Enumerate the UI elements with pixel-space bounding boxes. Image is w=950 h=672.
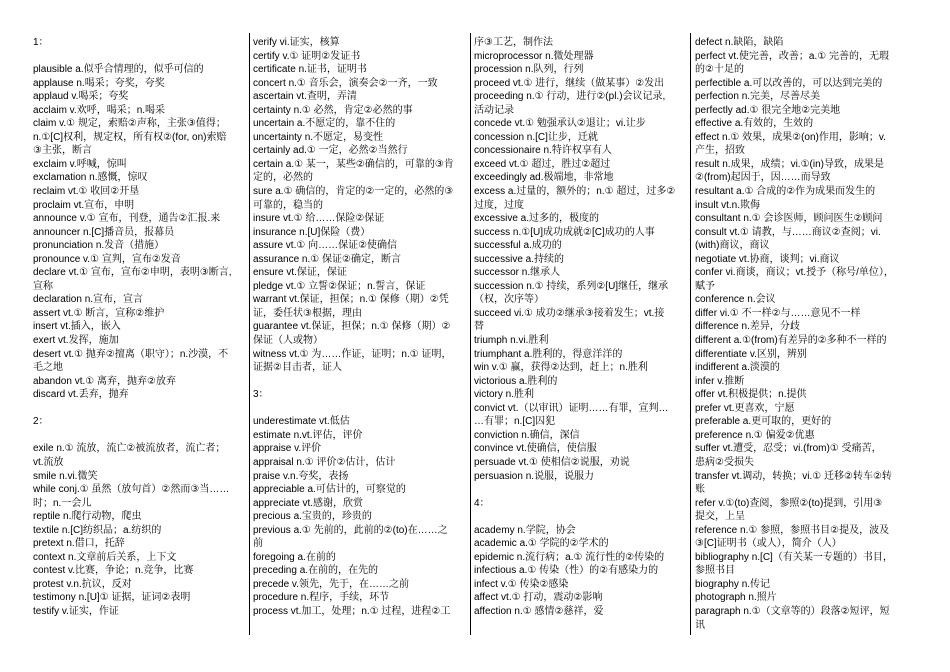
vocabulary-entry-line: announcer n.[C]播音员，报幕员	[33, 226, 175, 238]
vocabulary-entry-line: 账	[695, 484, 705, 496]
vocabulary-entry-line: 赋予	[695, 280, 715, 292]
vocabulary-entry-line: proclaim vt.宣布，申明	[33, 199, 135, 211]
vocabulary-entry-line: reclaim vt.① 收回②开垦	[33, 186, 140, 198]
vocabulary-entry-line: preferable a.更可取的，更好的	[695, 416, 832, 428]
vocabulary-entry-line: perfectly ad.① 很完全地②完美地	[695, 104, 841, 116]
vocabulary-entry-line: certificate n.证书，证明书	[253, 64, 367, 76]
vocabulary-entry-line: desert vt.① 抛弃②擅离（职守）；n.沙漠，不	[33, 348, 229, 360]
vocabulary-entry-line: academy n.学院，协会	[474, 524, 576, 536]
vocabulary-entry-line: 时；n.一会儿	[33, 497, 92, 509]
vocabulary-column-1	[33, 36, 247, 619]
vocabulary-entry-line: successful a.成功的	[474, 240, 562, 252]
vocabulary-entry-line: excess a.过量的，额外的；n.① 超过，过多②	[474, 186, 676, 198]
vocabulary-entry-line: estimate n.vt.评估，评价	[253, 429, 363, 441]
vocabulary-entry-line: insert vt.插入，嵌入	[33, 321, 121, 333]
vocabulary-entry-line: foregoing a.在前的	[253, 551, 336, 563]
vocabulary-entry-line: …有罪；n.[C]囚犯	[474, 416, 556, 428]
section-heading: 2：	[33, 416, 49, 428]
vocabulary-entry-line: conference n.会议	[695, 294, 776, 306]
vocabulary-entry-line: persuade vt.① 使相信②说服，劝说	[474, 456, 630, 468]
vocabulary-entry-line: process vt.加工，处理；n.① 过程，进程②工	[253, 605, 451, 617]
vocabulary-entry-line: different a.①(from)有差异的②多种不一样的	[695, 335, 887, 347]
vocabulary-entry-line: insure vt.① 给……保险②保证	[253, 213, 385, 225]
vocabulary-entry-line: discard vt.丢弃，抛弃	[33, 389, 129, 401]
vocabulary-entry-line: exert vt.发挥，施加	[33, 335, 119, 347]
vocabulary-entry-line: pledge vt.① 立誓②保证；n.誓言，保证	[253, 280, 426, 292]
vocabulary-entry-line: exceed vt.① 超过，胜过②超过	[474, 158, 611, 170]
vocabulary-entry-line: proceed vt.① 进行，继续（做某事）②发出	[474, 77, 665, 89]
vocabulary-entry-line: procedure n.程序，手续，环节	[253, 592, 390, 604]
vocabulary-entry-line: consultant n.① 会诊医师，顾问医生②顾问	[695, 213, 883, 225]
vocabulary-entry-line: differentiate v.区别，辨别	[695, 348, 807, 360]
vocabulary-entry-line: 证据②目击者，证人	[253, 362, 342, 374]
vocabulary-entry-line: testify v.证实，作证	[33, 605, 119, 617]
vocabulary-entry-line: insult vt.n.欺侮	[695, 199, 761, 211]
vocabulary-entry-line: academic a.① 学院的②学术的	[474, 538, 609, 550]
vocabulary-entry-line: vt.流放	[33, 456, 64, 468]
column-divider-2	[470, 33, 471, 635]
column-divider-3	[690, 33, 691, 635]
vocabulary-entry-line: defect n.缺陷，缺陷	[695, 37, 784, 48]
vocabulary-entry-line: context n.文章前后关系，上下文	[33, 551, 177, 563]
vocabulary-entry-line: applause n.喝采；夸奖，夸奖	[33, 77, 165, 89]
vocabulary-entry-line: epidemic n.流行病；a.① 流行性的②传染的	[474, 551, 665, 563]
vocabulary-entry-line: convince vt.使确信，使信服	[474, 443, 597, 455]
vocabulary-entry-line: triumph n.vi.胜利	[474, 335, 549, 347]
vocabulary-entry-line: n.①[C]权利，规定权，所有权②(for, on)索赔	[33, 131, 227, 143]
vocabulary-entry-line: persuasion n.说服，说服力	[474, 470, 595, 482]
vocabulary-entry-line: insurance n.[U]保险（费）	[253, 226, 371, 238]
vocabulary-entry-line: 序③工艺，制作法	[474, 37, 553, 48]
blank-line	[474, 483, 688, 497]
vocabulary-entry-line: microprocessor n.微处理器	[474, 50, 594, 62]
vocabulary-entry-line: preceding a.在前的，在先的	[253, 565, 379, 577]
vocabulary-entry-line: affection n.① 感情②慈祥，爱	[474, 605, 604, 617]
vocabulary-entry-line: 患病②受损失	[695, 456, 754, 468]
vocabulary-entry-line: certify v.① 证明②发证书	[253, 50, 361, 62]
vocabulary-entry-line: abandon vt.① 离弃，抛弃②放弃	[33, 375, 176, 387]
vocabulary-entry-line: uncertain a.不愿定的，靠不住的	[253, 118, 396, 130]
vocabulary-entry-line: confer vi.商谈，商议；vt.授予（称号/单位），	[695, 267, 894, 279]
vocabulary-entry-line: infectious a.① 传染（性）的②有感染力的	[474, 565, 659, 577]
vocabulary-entry-line: uncertainty n.不愿定，易变性	[253, 131, 384, 143]
vocabulary-entry-line: bibliography n.[C]（有关某一专题的）书目，	[695, 551, 893, 563]
vocabulary-entry-line: （权，次序等）	[474, 294, 544, 306]
vocabulary-entry-line: plausible a.似乎合情理的，似乎可信的	[33, 64, 204, 76]
vocabulary-entry-line: victorious a.胜利的	[474, 375, 558, 387]
vocabulary-entry-line: 替	[474, 321, 484, 333]
vocabulary-entry-line: success n.①[U]成功成就②[C]成功的人事	[474, 226, 655, 238]
vocabulary-entry-line: precious a.宝贵的，珍贵的	[253, 511, 372, 523]
vocabulary-entry-line: praise v.n.夸奖，表扬	[253, 470, 349, 482]
vocabulary-entry-line: prefer vt.更喜欢，宁愿	[695, 402, 795, 414]
vocabulary-entry-line: concede vt.① 勉强承认②退让；vi.让步	[474, 118, 646, 130]
vocabulary-entry-line: testimony n.[U]① 证据，证词②表明	[33, 592, 191, 604]
vocabulary-entry-line: difference n.差异，分歧	[695, 321, 800, 333]
vocabulary-entry-line: 前	[253, 538, 263, 550]
vocabulary-entry-line: photograph n.照片	[695, 592, 777, 604]
blank-line	[33, 402, 247, 416]
vocabulary-entry-line: assert vt.① 断言，宣称②维护	[33, 307, 165, 319]
vocabulary-entry-line: exceedingly ad.极端地，非常地	[474, 172, 614, 184]
vocabulary-entry-line: verify vi.证实，核算	[253, 37, 340, 48]
vocabulary-entry-line: claim v.① 规定，索赔②声称，主张③值得；	[33, 118, 226, 130]
vocabulary-entry-line: 产生，招致	[695, 145, 745, 157]
vocabulary-entry-line: precede v.领先，先于，在……之前	[253, 578, 409, 590]
vocabulary-column-2	[253, 36, 467, 619]
vocabulary-entry-line: declaration n.宣布，宣言	[33, 294, 144, 306]
vocabulary-entry-line: differ vi.① 不一样②与……意见不一样	[695, 307, 861, 319]
vocabulary-entry-line: while conj.① 虽然（放句首）②然而③当……	[33, 484, 230, 496]
vocabulary-entry-line: appraisal n.① 评价②估计，估计	[253, 456, 396, 468]
vocabulary-entry-line: effective a.有效的，生效的	[695, 118, 814, 130]
vocabulary-entry-line: infect v.① 传染②感染	[474, 578, 569, 590]
vocabulary-entry-line: appraise v.评价	[253, 443, 322, 455]
vocabulary-entry-line: ascertain vt.查明，弄清	[253, 91, 357, 103]
vocabulary-entry-line: ③[C]证明书（或人），简介（人）	[695, 538, 842, 550]
vocabulary-entry-line: smile n.vi.微笑	[33, 470, 98, 482]
vocabulary-entry-line: concession n.[C]让步，迁就	[474, 131, 598, 143]
vocabulary-column-3	[474, 36, 688, 619]
vocabulary-entry-line: pronunciation n.发音（措施）	[33, 240, 165, 252]
vocabulary-entry-line: transfer vt.调动，转换；vi.① 迁移②转车②转	[695, 470, 892, 482]
vocabulary-entry-line: 可靠的，稳当的	[253, 199, 323, 211]
vocabulary-entry-line: (with)商议，商议	[695, 240, 770, 252]
vocabulary-entry-line: 提交，上呈	[695, 511, 745, 523]
vocabulary-entry-line: assure vt.① 向……保证②使确信	[253, 240, 398, 252]
vocabulary-entry-line: witness vt.① 为……作证，证明；n.① 证明，	[253, 348, 452, 360]
vocabulary-entry-line: 的②十足的	[695, 64, 744, 76]
vocabulary-entry-line: offer vt.积极提供；n.提供	[695, 389, 807, 401]
vocabulary-entry-line: succeed vi.① 成功②继承③接着发生；vt.接	[474, 307, 665, 319]
vocabulary-entry-line: perfect vt.使完善，改善；a.① 完善的，无瑕	[695, 50, 889, 62]
vocabulary-entry-line: excessive a.过多的，极度的	[474, 213, 600, 225]
section-heading: 1：	[33, 37, 49, 48]
vocabulary-entry-line: proceeding n.① 行动，进行②(pl.)会议记录,	[474, 91, 666, 103]
vocabulary-entry-line: procession n.队列，行列	[474, 64, 584, 76]
vocabulary-entry-line: successive a.持续的	[474, 253, 565, 265]
vocabulary-entry-line: perfection n.完美，尽善尽美	[695, 91, 821, 103]
vocabulary-entry-line: consult vt.① 请教，与……商议②查阅；vi.	[695, 226, 881, 238]
vocabulary-entry-line: exclamation n.感慨，惊叹	[33, 172, 148, 184]
vocabulary-entry-line: concert n.① 音乐会，演奏会②一齐，一致	[253, 77, 438, 89]
blank-line	[474, 510, 688, 524]
vocabulary-entry-line: paragraph n.①（文章等的）段落②短评，短	[695, 605, 890, 617]
vocabulary-entry-line: textile n.[C]纺织品；a.纺织的	[33, 524, 162, 536]
vocabulary-entry-line: reptile n.爬行动物，爬虫	[33, 511, 142, 523]
vocabulary-entry-line: declare vt.① 宣布，宣布②申明，表明③断言,	[33, 267, 232, 279]
vocabulary-entry-line: succession n.① 持续，系列②[U]继任，继承	[474, 280, 669, 292]
column-divider-1	[249, 33, 250, 635]
vocabulary-entry-line: appreciate vt.感谢，欣赏	[253, 497, 364, 509]
vocabulary-entry-line: conviction n.确信，深信	[474, 429, 580, 441]
blank-line	[253, 402, 467, 416]
vocabulary-entry-line: acclaim v.欢呼，喝采；n.喝采	[33, 104, 166, 116]
blank-line	[253, 375, 467, 389]
vocabulary-entry-line: 证，委任状③根据，理由	[253, 307, 362, 319]
vocabulary-entry-line: resultant a.① 合成的②作为成果而发生的	[695, 186, 876, 198]
vocabulary-entry-line: exile n.① 流放，流亡②被流放者，流亡者；	[33, 443, 226, 455]
vocabulary-entry-line: assurance n.① 保证②确定，断言	[253, 253, 401, 265]
vocabulary-entry-line: 宣称	[33, 280, 53, 292]
vocabulary-entry-line: pronounce v.① 宣判，宣布②发音	[33, 253, 181, 265]
vocabulary-entry-line: exclaim v.呼喊，惊叫	[33, 158, 127, 170]
vocabulary-entry-line: guarantee vt.保证，担保；n.① 保修（期）②	[253, 321, 451, 333]
vocabulary-entry-line: ③主张，断言	[33, 145, 92, 157]
vocabulary-entry-line: 保证（人或物）	[253, 335, 323, 347]
vocabulary-entry-line: 活动记录	[474, 104, 514, 116]
blank-line	[33, 50, 247, 64]
vocabulary-entry-line: refer v.①(to)查阅，参照②(to)提到，引用③	[695, 497, 883, 509]
vocabulary-entry-line: preference n.① 偏爱②优惠	[695, 429, 815, 441]
vocabulary-entry-line: result n.成果，成绩；vi.①(in)导致，成果是	[695, 158, 884, 170]
vocabulary-entry-line: pretext n.借口，托辞	[33, 538, 125, 550]
vocabulary-entry-line: 定的，必然的	[253, 172, 313, 184]
vocabulary-entry-line: win v.① 赢，获得②达到，赶上；n.胜利	[474, 362, 648, 374]
vocabulary-entry-line: negotiate vt.协商，谈判；vi.商议	[695, 253, 840, 265]
section-heading: 3：	[253, 389, 269, 401]
vocabulary-entry-line: 讯	[695, 619, 705, 631]
vocabulary-entry-line: certainly ad.① 一定，必然②当然行	[253, 145, 408, 157]
vocabulary-entry-line: ensure vt.保证，保证	[253, 267, 347, 279]
vocabulary-entry-line: 过度，过度	[474, 199, 524, 211]
vocabulary-entry-line: concessionaire n.特许权享有人	[474, 145, 612, 157]
vocabulary-entry-line: effect n.① 效果，成果②(on)作用，影响；v.	[695, 131, 886, 143]
vocabulary-entry-line: applaud v.喝采；夸奖	[33, 91, 129, 103]
blank-line	[33, 429, 247, 443]
vocabulary-column-4	[695, 36, 909, 632]
vocabulary-entry-line: biography n.传记	[695, 578, 771, 590]
vocabulary-entry-line: perfectible a.可以改善的，可以达到完美的	[695, 77, 883, 89]
vocabulary-entry-line: warrant vt.保证，担保；n.① 保修（期）②凭	[253, 294, 449, 306]
vocabulary-entry-line: contest v.比赛，争论；n.竞争，比赛	[33, 565, 194, 577]
vocabulary-entry-line: 毛之地	[33, 362, 63, 374]
vocabulary-entry-line: sure a.① 确信的，肯定的②一定的，必然的③	[253, 186, 454, 198]
vocabulary-entry-line: convict vt.（以审讯）证明……有罪，宣判…	[474, 402, 669, 414]
vocabulary-entry-line: previous a.① 先前的，此前的②(to)在……之	[253, 524, 448, 536]
vocabulary-entry-line: announce v.① 宣布，刊登，通告②汇报.来	[33, 213, 221, 225]
vocabulary-entry-line: successor n.继承人	[474, 267, 561, 279]
vocabulary-entry-line: infer v.推断	[695, 375, 745, 387]
vocabulary-entry-line: suffer vt.遭受，忍受；vi.(from)① 受痛苦，	[695, 443, 882, 455]
vocabulary-entry-line: indifferent a.淡漠的	[695, 362, 780, 374]
vocabulary-entry-line: triumphant a.胜利的，得意洋洋的	[474, 348, 623, 360]
vocabulary-entry-line: 参照书目	[695, 565, 735, 577]
vocabulary-entry-line: protest v.n.抗议，反对	[33, 578, 132, 590]
vocabulary-entry-line: ②(from)起因于，因……而导致	[695, 172, 831, 184]
vocabulary-entry-line: certain a.① 某一，某些②确信的，可靠的③肯	[253, 158, 454, 170]
vocabulary-entry-line: appreciable a.可估计的，可察觉的	[253, 484, 406, 496]
vocabulary-entry-line: affect vt.① 打动，震动②影响	[474, 592, 603, 604]
vocabulary-entry-line: certainty n.① 必然，肯定②必然的事	[253, 104, 413, 116]
vocabulary-entry-line: victory n.胜利	[474, 389, 535, 401]
vocabulary-entry-line: reference n.① 参照，参照书目②提及，波及	[695, 524, 890, 536]
section-heading: 4：	[474, 497, 490, 509]
vocabulary-entry-line: underestimate vt.低估	[253, 416, 350, 428]
